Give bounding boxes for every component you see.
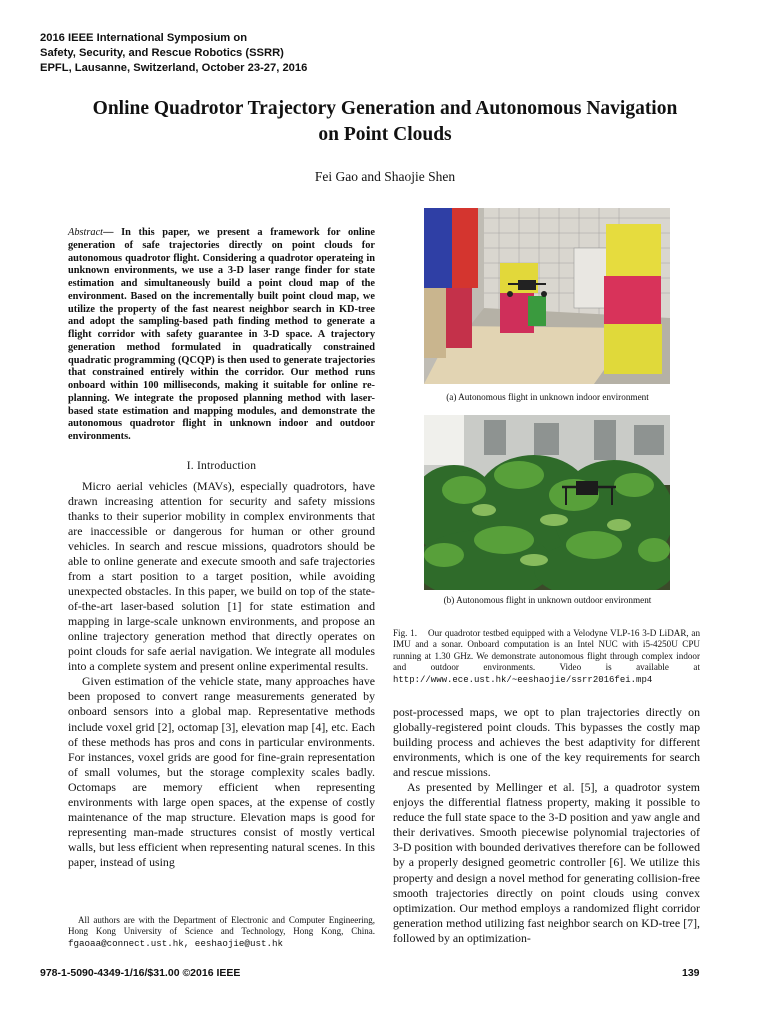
figure-indoor-photo [424, 208, 670, 384]
abstract-label: Abstract [68, 227, 104, 238]
intro-paragraph-2: Given estimation of the vehicle state, many approaches have been proposed to convert range measurements generated by onboard sensors into a global map. Representative methods include voxel grid [2], octomap [3], elevation map [4], etc. Each of these methods has pros and cons in particular environments. For instances, voxel grids are good for fine-grain representation of small volumes, but the storage complexity scales badly. Octomaps are memory efficient when representing environments with large open spaces, at the expense of costly maintenance of the map structure. Elevation maps is good for representing man-made structures consist of mostly vertical walls, but less efficient when representing natural scenes. In this paper, instead of using [68, 674, 375, 869]
abstract [68, 227, 375, 444]
footnote-text [68, 915, 375, 949]
author-footnote [68, 915, 375, 949]
section-heading-introduction: I. Introduction [186, 459, 257, 472]
intro-paragraph-continued: post-processed maps, we opt to plan trajectories directly on globally-registered point clouds. This bypasses the costly map building process and achieves the best adaptivity for different environments, which is one of the key requirements for search and rescue missions. [393, 705, 700, 780]
abstract-dash: — [103, 227, 114, 238]
intro-body-right [393, 705, 700, 946]
intro-body-left [68, 479, 375, 870]
conference-header [40, 31, 370, 76]
authors: Fei Gao and Shaojie Shen [314, 169, 456, 184]
figure-caption [393, 628, 700, 686]
conference-line-1: 2016 IEEE International Symposium on [40, 32, 248, 44]
left-column [68, 227, 375, 870]
conference-line-3: EPFL, Lausanne, Switzerland, October 23-27, 2016 [40, 62, 308, 74]
right-column [393, 705, 700, 946]
abstract-text: In this paper, we present a framework for online generation of safe trajectories directly on point clouds for autonomous quadrotor flight. Considering a quadrotor operateing in unknown environments, we use a 3-D laser range finder for state estimation and simultaneously build a point cloud map of the environment. Based on the incrementally built point cloud map, we utilize the property of the fast nearest neighbor search in KD-tree and adopt the sampling-based path finding method to generate a flight corridor with safety guarantee in 3-D space. A trajectory generation method formulated in quadratically constrained quadratic programming (QCQP) is then used to generate trajectories that constrained entirely within the corridor. Our method runs onboard within 100 milliseconds, making it suitable for online re-planning. We integrate the proposed planning method with laser-based state estimation and mapping modules, and demonstrate the autonomous quadrotor flight in unknown indoor and outdoor environments. [68, 227, 375, 442]
outdoor-scene-image [424, 415, 670, 590]
indoor-scene-image [424, 208, 670, 384]
title-line-1: Online Quadrotor Trajectory Generation and Autonomous Navigation [92, 98, 678, 119]
figure-outdoor-photo [424, 415, 670, 590]
caption-subfigure-a: (a) Autonomous flight in unknown indoor environment [446, 392, 649, 402]
copyright-footer: 978-1-5090-4349-1/16/$31.00 ©2016 IEEE [40, 967, 241, 979]
conference-line-2: Safety, Security, and Rescue Robotics (SSRR) [40, 47, 284, 59]
title-line-2: on Point Clouds [318, 124, 452, 145]
intro-paragraph-4: As presented by Mellinger et al. [5], a quadrotor system enjoys the differential flatness property, making it possible to reduce the full state space to the 3-D position and yaw angle and their derivatives. Smooth piecewise polynomial trajectories of 3-D position with bounded derivatives therefore can be followed by a properly designed geometric controller [6]. We utilize this property and design a novel method for generating collision-free smooth trajectories directly on point clouds using convex optimization. Our method employs a randomized flight corridor generation method utilizing fast neighbor search on KD-tree [7], followed by an optimization- [393, 780, 700, 945]
intro-paragraph-1: Micro aerial vehicles (MAVs), especially quadrotors, have drawn increasing attention for security and safety missions thanks to their superior mobility in complex environments that are inaccessible or dangerous for human or other ground vehicles. In search and rescue missions, quadrotors should be able to online generate and execute smooth and safe trajectories from a start position to a target position, while avoiding unexpected obstacles. In this paper, we build on top of the state-of-the-art laser-based solution [1] for state estimation and mapping in large-scale unknown environments, and propose an online trajectory generation method that directly operates on point clouds for safe aerial navigation. We integrate all modules into a complete system and present online experimental results. [68, 478, 375, 674]
figure-caption-label: Fig. 1. [393, 628, 417, 638]
footnote-affiliation: All authors are with the Department of Electronic and Computer Engineering, Hong Kong University of Science and Technology, Hong Kong, China. [68, 915, 375, 937]
caption-subfigure-b: (b) Autonomous flight in unknown outdoor environment [443, 595, 652, 605]
paper-title [40, 96, 730, 148]
figure-caption-text: Our quadrotor testbed equipped with a Velodyne VLP-16 3-D LiDAR, an IMU and a sonar. Onboard computation is an Intel NUC with i5-4250U CPU running at 1.30 GHz. We demonstrate autonomous flight through complex indoor and outdoor environments. Video is available at [393, 628, 701, 673]
figure-caption-url: http://www.ece.ust.hk/~eeshaojie/ssrr2016fei.mp4 [393, 674, 653, 685]
page-number: 139 [682, 967, 700, 979]
footnote-emails: fgaoaa@connect.ust.hk, eeshaojie@ust.hk [68, 937, 284, 949]
